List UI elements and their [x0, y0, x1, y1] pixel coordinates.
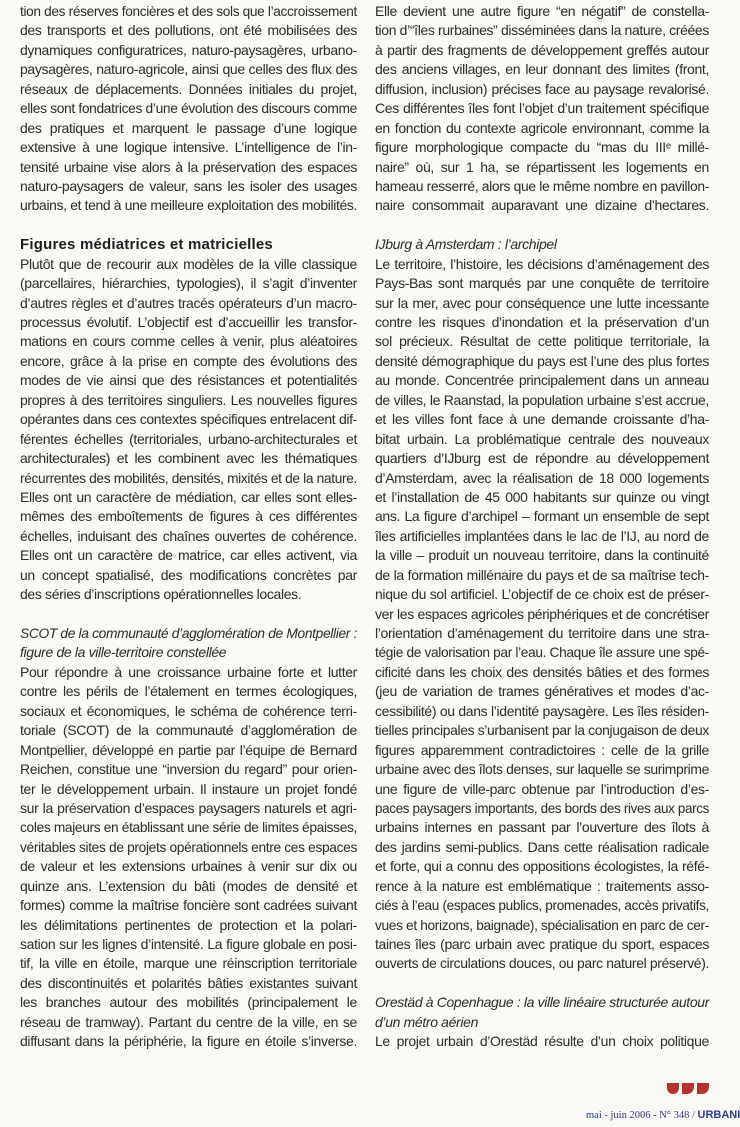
section-heading	[20, 235, 357, 254]
text-line: un concept spatialisé, des modifications concrètes par	[20, 566, 357, 583]
text-line: des séries d’inscriptions opérationnelles locales.	[20, 586, 302, 603]
text-line: Pays-Bas sont marqués par une conquête de territoire	[375, 275, 709, 292]
text-line: diffusion, inclusion) précises face au paysage revalorisé.	[375, 80, 709, 97]
text-line: réseau de tramway). Partant du centre de la ville, en se	[20, 1013, 357, 1030]
text-line: Elles ont un caractère de médiation, car elles sont elles-	[20, 488, 357, 505]
text-line: (jeu de variation de trames génératives et modes d’ac-	[375, 683, 709, 700]
text-line: tif, la ville en étoile, marque une réinscription territoriale	[20, 955, 357, 972]
text-line: propres à des territoires singuliers. Les nouvelles figures	[20, 391, 357, 408]
text-line: cessibilité) ou dans l’identité paysagère. Les îles résiden-	[375, 702, 709, 719]
text-line: sol précieux. Résultat de cette politique territoriale, la	[375, 333, 709, 350]
text-line: naire consommait auparavant une dizaine d’hectares.	[375, 197, 709, 214]
text-line: tégie de valorisation par l’eau. Chaque île assure une spé-	[375, 644, 709, 661]
text-line: Figures médiatrices et matricielles	[20, 236, 273, 254]
text-line: l’orientation d’aménagement du territoire dans une stra-	[375, 625, 709, 641]
text-line: sur la préservation d’espaces paysagers naturels et agri-	[20, 799, 357, 816]
text-line: densité démographique du pays est l’une des plus fortes	[375, 352, 709, 369]
text-line: Le territoire, l’histoire, les décisions d’aménagement des	[375, 255, 709, 272]
text-line: quinze ans. L’extension du bâti (modes de densité et	[20, 877, 357, 894]
text-line: les délimitations pertinentes de protection et la polari-	[20, 916, 357, 933]
section-marks-icon	[667, 1083, 709, 1094]
text-line: modes de vie ainsi que des résistances et potentialités	[20, 372, 357, 389]
text-line: urbains, et tend à une meilleure exploitation des mobilités.	[20, 197, 357, 214]
text-line: des pratiques et marquent le passage d’une logique	[20, 119, 357, 136]
text-line: hameau resserré, alors que le même nombre en pavillon-	[375, 177, 709, 194]
text-line: dynamiques configuratrices, naturo-paysagères, urbano-	[20, 41, 357, 58]
text-line: d’autres règles et d’autres tracés opérateurs d’un macro-	[20, 294, 357, 311]
text-line: Orestäd à Copenhague : la ville linéaire structurée autour	[375, 994, 709, 1011]
text-line: opérantes dans ces contextes spécifiques entrelacent dif-	[20, 411, 357, 428]
text-line: tion d’“îles rurbaines” disséminées dans la nature, créées	[375, 22, 709, 39]
text-line: Elle devient une autre figure “en négatif” de constella-	[375, 3, 709, 19]
text-line: diffusant dans la périphérie, la figure en étoile s’inverse.	[20, 1033, 357, 1050]
right-column	[375, 2, 709, 1052]
text-line: et forte, qui a connu des oppositions écologistes, la réfé-	[375, 858, 709, 875]
text-line: les branches autour des mobilités (principalement le	[20, 994, 357, 1011]
text-line: Pour répondre à une croissance urbaine forte et lutter	[20, 663, 357, 680]
text-line: formes) comme la maîtrise foncière sont cadrées suivant	[20, 897, 357, 914]
text-line: toriale (SCOT) de la communauté d’agglomération de	[20, 722, 357, 739]
text-line: de valeur et les extensions urbaines à venir sur dix ou	[20, 858, 357, 875]
red-mark-icon	[682, 1083, 694, 1094]
text-line: Montpellier, développé en partie par l’équipe de Bernard	[20, 741, 357, 758]
text-line: mêmes des emboîtements de figures à ces différentes	[20, 508, 357, 525]
text-line: urbains internes en passant par l’ouverture des îlots à	[375, 819, 709, 836]
text-line: Elles ont un caractère de matrice, car elles activent, via	[20, 547, 357, 564]
text-line: contre les risques d’inondation et la préservation d’un	[375, 314, 709, 330]
text-line: en fonction du contexte agricole environnant, comme la	[375, 119, 709, 136]
text-line: et l’installation de 45 000 habitants sur quinze ou vingt	[375, 488, 709, 505]
text-line: Reichen, constitue une “inversion du regard” pour orien-	[20, 761, 357, 778]
text-line: ouverts de circulations douces, ou parc naturel préservé).	[375, 955, 709, 972]
text-line: tensité urbaine vise alors à la préservation des espaces	[20, 158, 357, 175]
text-line: ciés à l’eau (espaces publics, promenades, accès privatifs,	[375, 897, 709, 914]
page-footer	[586, 1109, 740, 1121]
text-line: îles artificielles implantées dans le lac de l’IJ, au nord de	[375, 527, 709, 544]
red-mark-icon	[697, 1083, 709, 1094]
text-line: des jardins semi-publics. Dans cette réalisation radicale	[375, 838, 709, 855]
text-line: bitat urbain. La problématique centrale des nouveaux	[375, 430, 709, 447]
text-line: sur la mer, avec pour conséquence une lutte incessante	[375, 294, 709, 311]
issue-info: mai - juin 2006 - N° 348 /	[586, 1110, 698, 1121]
text-line: Plutôt que de recourir aux modèles de la ville classique	[20, 255, 357, 272]
text-line: encore, grâce à la prise en compte des évolutions des	[20, 352, 357, 369]
text-line: (parcellaires, hiérarchies, typologies), il s’agit d’inventer	[20, 275, 357, 292]
text-line: férentes échelles (territoriales, urbano-architecturales et	[20, 430, 357, 447]
text-line: d’un métro aérien	[375, 1013, 479, 1030]
paragraph	[375, 2, 709, 216]
paragraph	[375, 255, 709, 974]
paragraph	[20, 2, 357, 216]
text-line: sation sur les lignes d’intensité. La figure globale en posi-	[20, 936, 357, 952]
paragraph	[20, 663, 357, 1052]
magazine-name: URBANI	[697, 1109, 740, 1121]
text-line: mations en cours comme celles à venir, plus aléatoires	[20, 333, 357, 350]
text-line: Le projet urbain d’Orestäd résulte d’un choix politique	[375, 1033, 709, 1050]
text-line: coles majeurs en établissant une série de limites épaisses,	[20, 819, 357, 836]
red-mark-icon	[667, 1083, 679, 1094]
text-line: processus évolutif. L’objectif est d’accueillir les transfor-	[20, 314, 357, 330]
text-line: ans. La figure d’archipel – formant un ensemble de sept	[375, 508, 709, 525]
text-line: ver les espaces agricoles périphériques et de concrétiser	[375, 605, 709, 622]
text-line: une figure de ville-parc obtenue par l’introduction d’es-	[375, 780, 709, 797]
text-line: échelles, induisant des chaînes ouvertes de cohérence.	[20, 527, 357, 544]
text-line: de villes, le Raanstad, la population urbaine s’est accrue,	[375, 391, 709, 408]
text-line: paysagères, naturo-agricole, ainsi que celles des flux des	[20, 61, 357, 78]
text-line: véritables sites de projets opérationnels entre ces espaces	[20, 838, 357, 855]
text-line: de la formation millénaire du pays et de sa maîtrise tech-	[375, 566, 709, 583]
text-line: ter le développement urbain. Il instaure un projet fondé	[20, 780, 357, 797]
text-line: elles sont fondatrices d’une évolution des discours comme	[20, 100, 357, 117]
text-line: tielles principales s’urbanisent par la conjugaison de deux	[375, 722, 709, 739]
text-line: paces paysagers importants, des bords des rives aux parcs	[375, 799, 709, 816]
text-line: Ces différentes îles font l’objet d’un traitement spécifique	[375, 100, 709, 117]
text-line: vues et horizons, baignade), spécialisation en parc de cer-	[375, 916, 709, 933]
text-line: naire” où, sur 1 ha, se répartissent les logements en	[375, 158, 709, 175]
text-line: figure de la ville-territoire constellée	[20, 644, 227, 661]
text-line: figures apparemment contradictoires : celle de la grille	[375, 741, 709, 758]
text-line: SCOT de la communauté d’agglomération de Montpellier :	[20, 625, 357, 641]
subsection-title	[20, 624, 357, 663]
text-line: cificité dans les choix des densités bâties et des formes	[375, 663, 709, 680]
text-line: contre les périls de l’étalement en termes écologiques,	[20, 683, 357, 700]
text-line: urbaine avec des îlots denses, sur laquelle se surimprime	[375, 761, 709, 778]
text-line: IJburg à Amsterdam : l’archipel	[375, 236, 557, 253]
text-line: nique du sol artificiel. L’objectif de ce choix est de préser-	[375, 586, 709, 603]
text-line: des discontinuités et polarités bâties existantes suivant	[20, 974, 357, 991]
left-column	[20, 2, 357, 1052]
text-line: des transports et des pollutions, ont été mobilisées des	[20, 22, 357, 39]
text-line: extensive à une logique intensive. L’intelligence de l’in-	[20, 139, 357, 156]
text-line: naturo-paysagers de valeur, sans les isoler des usages	[20, 177, 357, 194]
text-line: sociaux et économiques, le schéma de cohérence terri-	[20, 702, 357, 719]
text-line: figure morphologique compacte du “mas du IIIᵉ millé-	[375, 139, 709, 156]
text-line: des anciens villages, en leur donnant des limites (front,	[375, 61, 709, 78]
text-line: à partir des fragments de développement greffés autour	[375, 41, 709, 58]
text-line: et les villes font face à une demande croissante d’ha-	[375, 411, 709, 428]
text-line: la ville – produit un nouveau territoire, dans la continuité	[375, 547, 709, 564]
text-line: réseaux de déplacements. Données initiales du projet,	[20, 80, 357, 97]
subsection-title	[375, 993, 709, 1032]
text-line: taines îles (parc urbain avec pratique du sport, espaces	[375, 936, 709, 952]
text-line: rence à la nature est emblématique : traitements asso-	[375, 877, 709, 894]
paragraph	[20, 255, 357, 605]
paragraph	[375, 1032, 709, 1051]
text-line: au monde. Concentrée principalement dans un anneau	[375, 372, 709, 389]
text-line: quartiers d’IJburg est de répondre au développement	[375, 450, 709, 467]
text-line: tion des réserves foncières et des sols que l’accroissement	[20, 3, 357, 19]
text-line: architecturales) et les combinent avec les thématiques	[20, 450, 357, 467]
text-line: récurrentes des mobilités, densités, mixités et de la nature.	[20, 469, 357, 486]
subsection-title	[375, 235, 709, 254]
text-line: d’Amsterdam, avec la réalisation de 18 000 logements	[375, 469, 709, 486]
